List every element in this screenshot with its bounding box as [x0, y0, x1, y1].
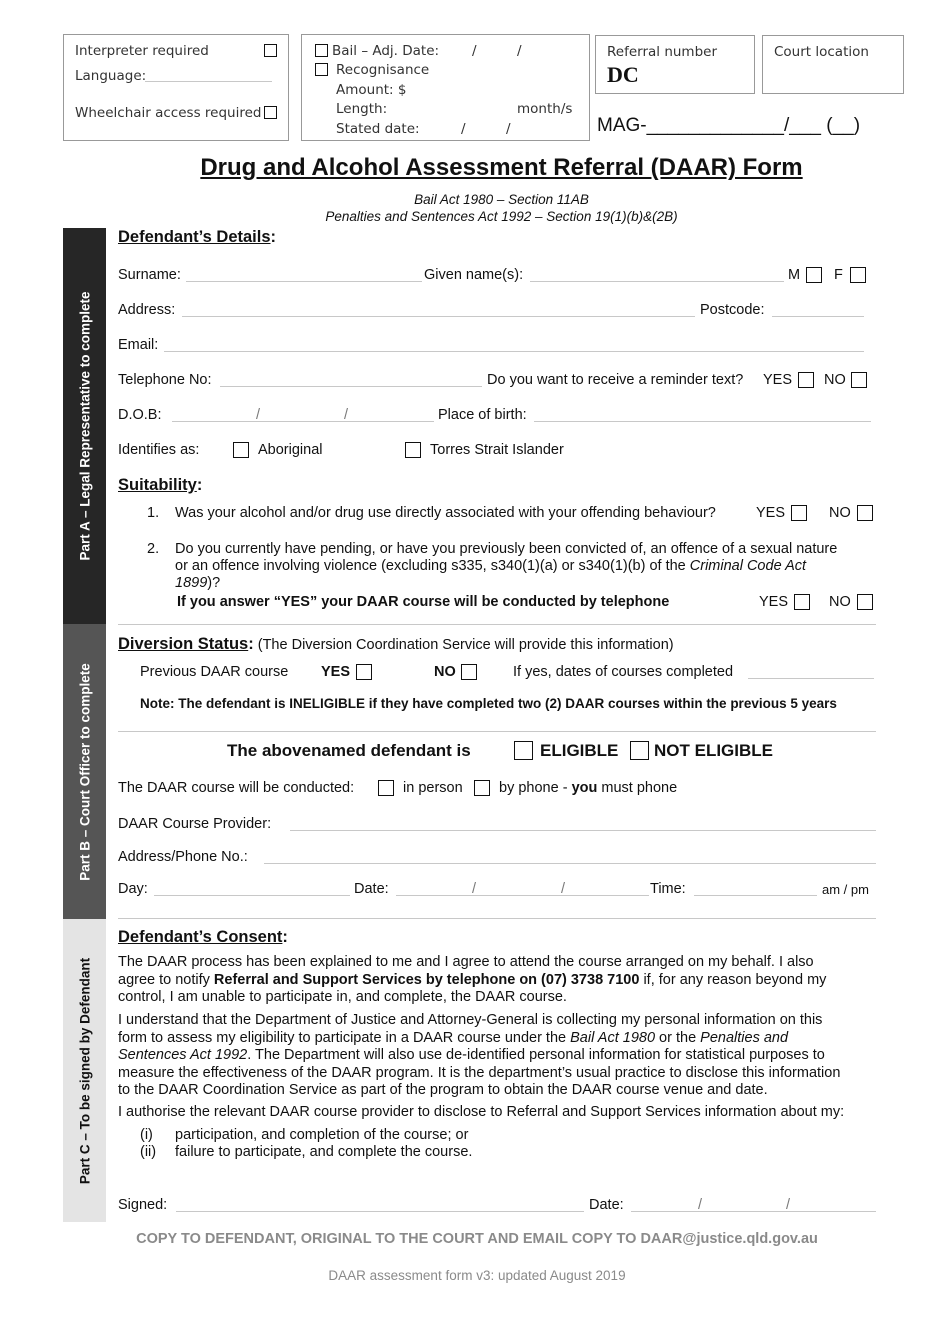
- copy-instructions: COPY TO DEFENDANT, ORIGINAL TO THE COURT AND EMAIL COPY TO DAAR@justice.qld.gov.au: [136, 1231, 818, 1247]
- course-date-slash: /: [561, 881, 566, 897]
- defendant-details-heading: Defendant’s Details:: [118, 228, 277, 246]
- dates-completed-field[interactable]: [748, 678, 874, 679]
- dob-slash: /: [256, 407, 261, 423]
- q2-yes-checkbox[interactable]: [794, 594, 810, 610]
- identifies-as-label: Identifies as:: [118, 442, 200, 458]
- reminder-yes-label: YES: [763, 372, 793, 388]
- consent-item-1: participation, and completion of the course; or: [175, 1127, 469, 1143]
- surname-field[interactable]: [186, 281, 422, 282]
- provider-label: DAAR Course Provider:: [118, 816, 272, 832]
- bail-checkbox[interactable]: [315, 44, 328, 57]
- email-field[interactable]: [164, 351, 864, 352]
- consent-item-1-number: (i): [140, 1127, 153, 1143]
- place-of-birth-label: Place of birth:: [438, 407, 527, 423]
- stated-date-slash: /: [506, 121, 511, 137]
- dates-completed-label: If yes, dates of courses completed: [513, 664, 734, 680]
- in-person-checkbox[interactable]: [378, 780, 394, 796]
- divider: [118, 918, 876, 919]
- telephone-label: Telephone No:: [118, 372, 212, 388]
- stated-date-slash: /: [461, 121, 466, 137]
- conducted-label: The DAAR course will be conducted:: [118, 780, 355, 796]
- language-field[interactable]: [145, 81, 272, 82]
- diversion-status-heading: Diversion Status: (The Diversion Coordination Service will provide this information): [118, 635, 674, 653]
- previous-yes-label: YES: [321, 664, 351, 680]
- postcode-label: Postcode:: [700, 302, 765, 318]
- signed-date-slash: /: [786, 1197, 791, 1213]
- signed-label: Signed:: [118, 1197, 168, 1213]
- consent-item-2: failure to participate, and complete the course.: [175, 1144, 473, 1160]
- stated-date-label: Stated date:: [336, 121, 420, 137]
- eligible-label: ELIGIBLE: [540, 741, 619, 760]
- female-checkbox[interactable]: [850, 267, 866, 283]
- recognisance-label: Recognisance: [336, 62, 430, 78]
- signed-date-field[interactable]: [631, 1211, 876, 1212]
- male-checkbox[interactable]: [806, 267, 822, 283]
- question-2-number: 2.: [147, 541, 160, 557]
- question-2-line-3: 1899)?: [175, 575, 221, 591]
- by-phone-checkbox[interactable]: [474, 780, 490, 796]
- wheelchair-label: Wheelchair access required: [75, 105, 262, 121]
- part-c-label: Part C – To be signed by Defendant: [77, 957, 92, 1184]
- am-pm-label: am / pm: [822, 882, 869, 897]
- q1-yes-checkbox[interactable]: [791, 505, 807, 521]
- by-phone-label: by phone - you must phone: [499, 780, 678, 796]
- question-2-telephone-note: If you answer “YES” your DAAR course will be conducted by telephone: [177, 594, 670, 610]
- court-location-label: Court location: [774, 44, 869, 60]
- aboriginal-checkbox[interactable]: [233, 442, 249, 458]
- part-a-band: [63, 228, 106, 624]
- question-1-text: Was your alcohol and/or drug use directly associated with your offending behaviour?: [175, 505, 716, 521]
- address-phone-label: Address/Phone No.:: [118, 849, 248, 865]
- bail-label: Bail – Adj. Date:: [332, 43, 440, 59]
- form-version: DAAR assessment form v3: updated August 2019: [328, 1268, 626, 1283]
- question-2-line-1: Do you currently have pending, or have you previously been convicted of, an offence of a sexual nature: [175, 541, 838, 557]
- ineligible-note: Note: The defendant is INELIGIBLE if they have completed two (2) DAAR courses within the previous 5 years: [140, 696, 837, 711]
- divider: [118, 731, 876, 732]
- day-label: Day:: [118, 881, 148, 897]
- provider-field[interactable]: [290, 830, 876, 831]
- divider: [118, 624, 876, 625]
- q2-no-label: NO: [829, 594, 851, 610]
- mag-number: MAG-_____________/___ (__): [597, 115, 861, 136]
- length-label: Length:: [336, 101, 388, 117]
- amount-label: Amount: $: [336, 82, 407, 98]
- referral-number-label: Referral number: [607, 44, 718, 60]
- eligible-checkbox[interactable]: [514, 741, 533, 760]
- day-field[interactable]: [154, 895, 350, 896]
- recognisance-checkbox[interactable]: [315, 63, 328, 76]
- torres-strait-label: Torres Strait Islander: [430, 442, 564, 458]
- time-field[interactable]: [694, 895, 817, 896]
- not-eligible-label: NOT ELIGIBLE: [654, 741, 773, 760]
- q1-no-label: NO: [829, 505, 851, 521]
- dob-label: D.O.B:: [118, 407, 162, 423]
- reminder-yes-checkbox[interactable]: [798, 372, 814, 388]
- consent-item-2-number: (ii): [140, 1144, 157, 1160]
- q1-no-checkbox[interactable]: [857, 505, 873, 521]
- previous-no-checkbox[interactable]: [461, 664, 477, 680]
- reminder-no-label: NO: [824, 372, 846, 388]
- language-label: Language:: [75, 68, 147, 84]
- interpreter-checkbox[interactable]: [264, 44, 277, 57]
- consent-paragraph-1: The DAAR process has been explained to me and I agree to attend the course arranged on my behalf. I also agree to notify Referral and Support Services by telephone on (07) 3738 7100 if, for any reason beyond my control, I am unable to participate in, and complete, the DAAR course.: [118, 954, 827, 1005]
- address-field[interactable]: [182, 316, 695, 317]
- bail-date-slash: /: [472, 43, 477, 59]
- female-label: F: [834, 267, 843, 283]
- suitability-heading: Suitability:: [118, 476, 203, 494]
- signed-date-slash: /: [698, 1197, 703, 1213]
- consent-paragraph-3: I authorise the relevant DAAR course provider to disclose to Referral and Support Services information about my:: [118, 1104, 845, 1120]
- not-eligible-checkbox[interactable]: [630, 741, 649, 760]
- email-label: Email:: [118, 337, 159, 353]
- q1-yes-label: YES: [756, 505, 786, 521]
- torres-strait-checkbox[interactable]: [405, 442, 421, 458]
- consent-heading: Defendant’s Consent:: [118, 928, 288, 946]
- address-label: Address:: [118, 302, 176, 318]
- previous-yes-checkbox[interactable]: [356, 664, 372, 680]
- abovenamed-label: The abovenamed defendant is: [227, 741, 471, 760]
- q2-yes-label: YES: [759, 594, 789, 610]
- wheelchair-checkbox[interactable]: [264, 106, 277, 119]
- consent-paragraph-2: I understand that the Department of Justice and Attorney-General is collecting my personal information on this form to assess my eligibility to participate in a DAAR course under the Bail Act 1980 or the Penalties and Sentences Act 1992. The Department will also use de-identified personal information for statistical purposes to measure the effectiveness of the DAAR program. It is the department’s usual practice to disclose this information to the DAAR Coordination Service as part of the program to obtain the DAAR course venue and date.: [118, 1012, 841, 1098]
- previous-no-label: NO: [434, 664, 456, 680]
- course-date-label: Date:: [354, 881, 389, 897]
- part-c-band: [63, 919, 106, 1222]
- dob-slash: /: [344, 407, 349, 423]
- surname-label: Surname:: [118, 267, 181, 283]
- in-person-label: in person: [403, 780, 463, 796]
- act-reference-2: Penalties and Sentences Act 1992 – Section 19(1)(b)&(2B): [325, 209, 678, 224]
- aboriginal-label: Aboriginal: [258, 442, 323, 458]
- address-phone-field[interactable]: [264, 863, 876, 864]
- male-label: M: [788, 267, 801, 283]
- part-a-label: Part A – Legal Representative to complete: [77, 291, 92, 561]
- page-title: Drug and Alcohol Assessment Referral (DAAR) Form: [200, 154, 803, 181]
- given-names-field[interactable]: [530, 281, 784, 282]
- time-label: Time:: [650, 881, 686, 897]
- q2-no-checkbox[interactable]: [857, 594, 873, 610]
- course-date-slash: /: [472, 881, 477, 897]
- given-names-label: Given name(s):: [424, 267, 524, 283]
- question-2-line-2: or an offence involving violence (excluding s335, s340(1)(a) or s340(1)(b) of the Criminal Code Act: [175, 558, 807, 574]
- act-reference-1: Bail Act 1980 – Section 11AB: [414, 192, 589, 207]
- reminder-question: Do you want to receive a reminder text?: [487, 372, 744, 388]
- part-b-band: [63, 624, 106, 919]
- month-label: month/s: [517, 101, 573, 117]
- reminder-no-checkbox[interactable]: [851, 372, 867, 388]
- part-b-label: Part B – Court Officer to complete: [77, 662, 92, 881]
- question-1-number: 1.: [147, 505, 160, 521]
- telephone-field[interactable]: [220, 386, 482, 387]
- referral-prefix: DC: [607, 62, 639, 87]
- postcode-field[interactable]: [772, 316, 864, 317]
- course-date-field[interactable]: [396, 895, 649, 896]
- place-of-birth-field[interactable]: [534, 421, 871, 422]
- dob-field[interactable]: [172, 421, 434, 422]
- bail-date-slash: /: [517, 43, 522, 59]
- signature-field[interactable]: [176, 1211, 584, 1212]
- interpreter-label: Interpreter required: [75, 43, 209, 59]
- signed-date-label: Date:: [589, 1197, 624, 1213]
- previous-course-label: Previous DAAR course: [140, 664, 289, 680]
